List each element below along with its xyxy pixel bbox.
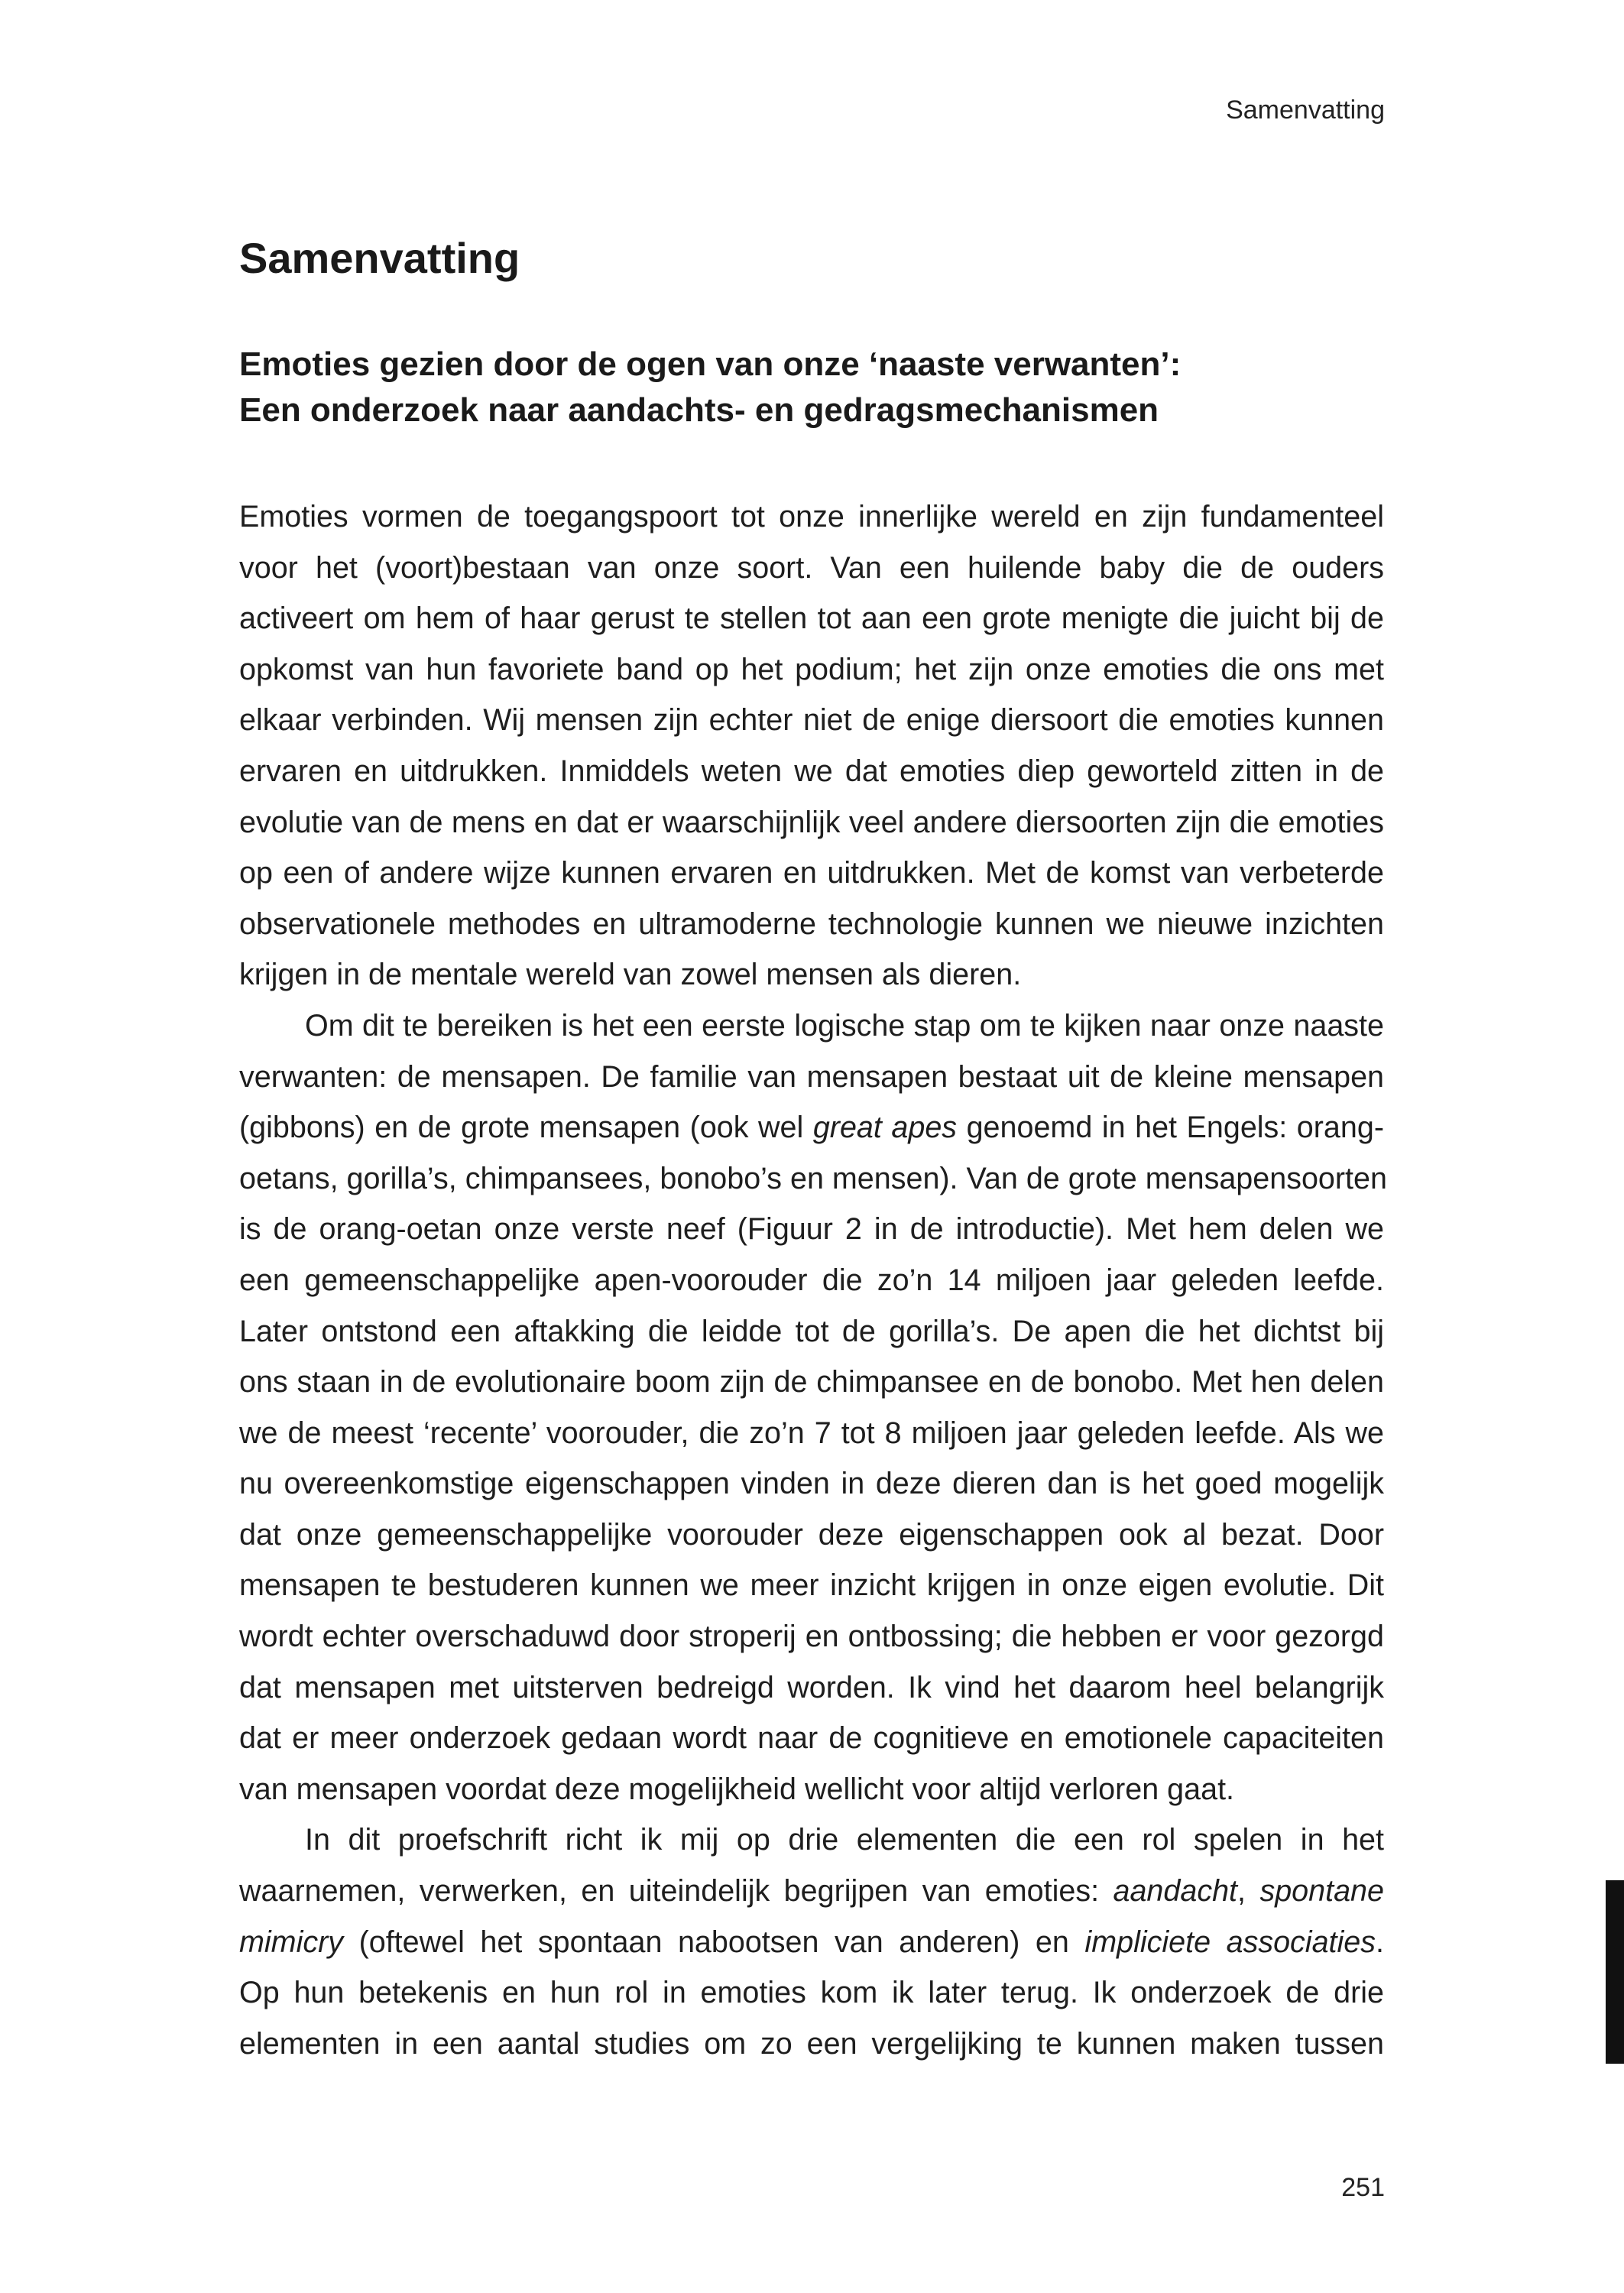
emphasis-term: impliciete associaties — [1084, 1925, 1376, 1959]
text-line: voor het (voort)bestaan van onze soort. Van een huilende baby die de ouders — [239, 550, 1384, 585]
body-text — [239, 491, 1387, 2069]
text-line: Emoties vormen de toegangspoort tot onze innerlijke wereld en zijn fundamenteel — [239, 500, 1384, 534]
text-line: mensapen te bestuderen kunnen we meer inzicht krijgen in onze eigen evolutie. Dit — [239, 1568, 1384, 1603]
text-line: mimicry (oftewel het spontaan nabootsen van anderen) en impliciete associaties. — [239, 1925, 1384, 1959]
emphasis-term: spontane — [1259, 1874, 1384, 1909]
emphasis-term: great apes — [812, 1111, 958, 1145]
paragraph-1 — [239, 491, 1384, 1001]
running-header: Samenvatting — [1226, 96, 1385, 125]
text-line: is de orang-oetan onze verste neef (Figuur 2 in de introductie). Met hem delen we — [239, 1212, 1384, 1247]
text-line: In dit proefschrift richt ik mij op drie elementen die een rol spelen in het — [305, 1823, 1384, 1857]
text-line: elementen in een aantal studies om zo een vergelijking te kunnen maken tussen — [239, 2026, 1384, 2061]
text-line: (gibbons) en de grote mensapen (ook wel great apes genoemd in het Engels: orang- — [239, 1111, 1384, 1145]
text-line: Later ontstond een aftakking die leidde tot de gorilla’s. De apen die het dichtst bij — [239, 1314, 1384, 1348]
subtitle-line-1: Emoties gezien door de ogen van onze ‘naaste verwanten’: — [239, 345, 1182, 383]
subtitle — [239, 342, 1181, 433]
text-line: we de meest ‘recente’ voorouder, die zo’n 7 tot 8 miljoen jaar geleden leefde. Als we — [239, 1416, 1384, 1450]
text-line: krijgen in de mentale wereld van zowel mensen als dieren. — [239, 958, 1022, 992]
text-line: op een of andere wijze kunnen ervaren en uitdrukken. Met de komst van verbeterde — [239, 856, 1384, 890]
text-line: Om dit te bereiken is het een eerste logische stap om te kijken naar onze naaste — [305, 1008, 1384, 1043]
text-line: wordt echter overschaduwd door stroperij en ontbossing; die hebben er voor gezorgd — [239, 1620, 1384, 1654]
text-line: waarnemen, verwerken, en uiteindelijk begrijpen van emoties: aandacht, spontane — [239, 1874, 1384, 1909]
text-line: ons staan in de evolutionaire boom zijn de chimpansee en de bonobo. Met hen delen — [239, 1365, 1384, 1399]
chapter-thumb-tab — [1606, 1880, 1624, 2064]
emphasis-term: mimicry — [239, 1925, 344, 1959]
paragraph-3 — [239, 1815, 1384, 2069]
text-line: dat onze gemeenschappelijke voorouder deze eigenschappen ook al bezat. Door — [239, 1517, 1384, 1552]
chapter-title: Samenvatting — [239, 234, 520, 282]
text-line: Op hun betekenis en hun rol in emoties kom ik later terug. Ik onderzoek de drie — [239, 1976, 1384, 2010]
text-line: verwanten: de mensapen. De familie van mensapen bestaat uit de kleine mensapen — [239, 1059, 1384, 1094]
text-line: dat er meer onderzoek gedaan wordt naar de cognitieve en emotionele capaciteiten — [239, 1721, 1384, 1756]
page-number: 251 — [1341, 2173, 1385, 2202]
text-line: oetans, gorilla’s, chimpansees, bonobo’s en mensen). Van de grote mensapensoorten — [239, 1161, 1387, 1195]
text-line: observationele methodes en ultramoderne technologie kunnen we nieuwe inzichten — [239, 906, 1384, 941]
text-line: evolutie van de mens en dat er waarschijnlijk veel andere diersoorten zijn die emoties — [239, 805, 1384, 839]
text-line: activeert om hem of haar gerust te stellen tot aan een grote menigte die juicht bij de — [239, 602, 1384, 636]
text-line: dat mensapen met uitsterven bedreigd worden. Ik vind het daarom heel belangrijk — [239, 1670, 1384, 1704]
text-line: nu overeenkomstige eigenschappen vinden in deze dieren dan is het goed mogelijk — [239, 1467, 1384, 1501]
text-line: opkomst van hun favoriete band op het podium; het zijn onze emoties die ons met — [239, 652, 1384, 686]
text-line: elkaar verbinden. Wij mensen zijn echter niet de enige diersoort die emoties kunnen — [239, 703, 1384, 738]
subtitle-line-2: Een onderzoek naar aandachts- en gedragsmechanismen — [239, 391, 1159, 429]
emphasis-term: aandacht — [1113, 1874, 1238, 1909]
text-line: een gemeenschappelijke apen-voorouder die zo’n 14 miljoen jaar geleden leefde. — [239, 1263, 1384, 1297]
paragraph-2 — [239, 1001, 1387, 1815]
text-line: van mensapen voordat deze mogelijkheid wellicht voor altijd verloren gaat. — [239, 1772, 1235, 1806]
text-line: ervaren en uitdrukken. Inmiddels weten we dat emoties diep geworteld zitten in de — [239, 754, 1384, 788]
